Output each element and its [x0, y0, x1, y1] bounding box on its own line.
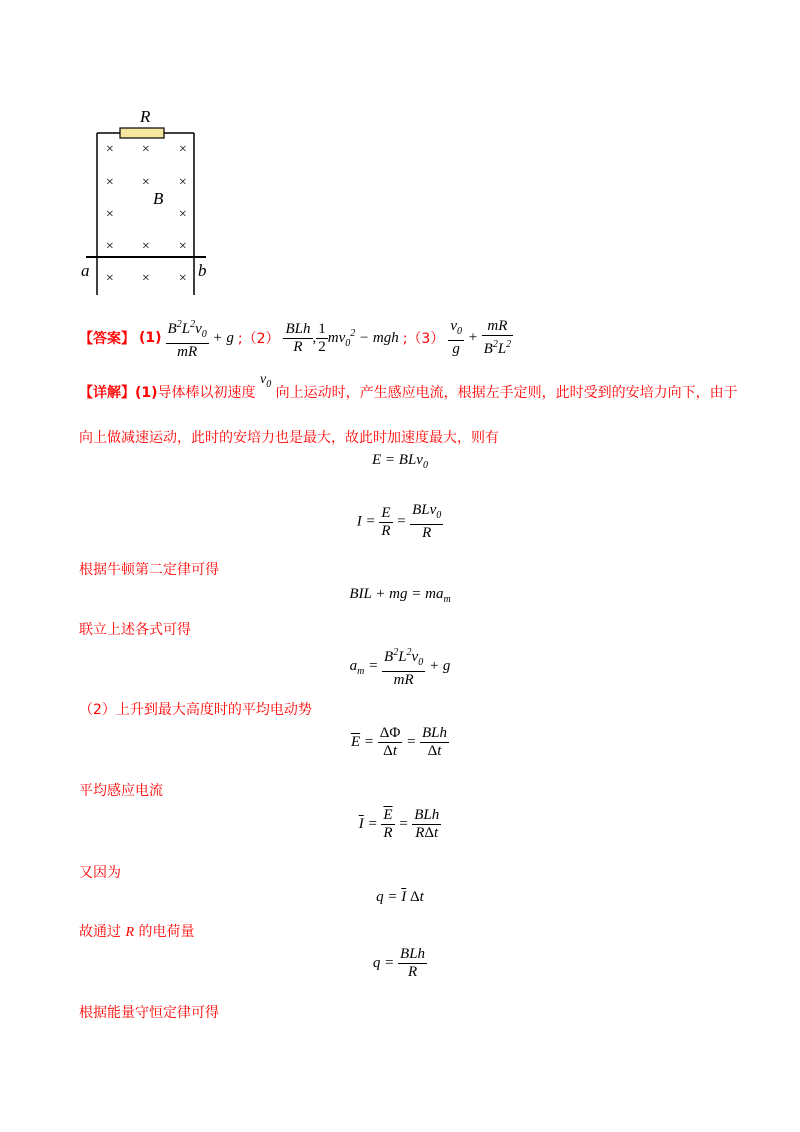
- equation-newton: BIL + mg = $ma_m$: [349, 586, 451, 605]
- text-combine: 联立上述各式可得: [79, 622, 191, 638]
- detail-line-2: 向上做减速运动，此时的安培力也是最大，故此时加速度最大，则有: [79, 430, 499, 446]
- answer-line: [79, 318, 513, 358]
- detail-part1-num: (1): [135, 385, 158, 401]
- resistor-label: R: [140, 107, 151, 126]
- text-newton: 根据牛顿第二定律可得: [79, 562, 219, 578]
- detail-line-1: [79, 372, 738, 404]
- field-cross: ×: [105, 175, 115, 190]
- field-cross: ×: [141, 142, 151, 157]
- equation-charge-def: $q = \overline{I}$ Δt: [376, 889, 424, 905]
- answer-label: 【答案】: [79, 331, 135, 347]
- detail-label: 【详解】: [79, 385, 135, 401]
- detail-line1-a: 导体棒以初速度: [157, 385, 256, 401]
- point-a-label: a: [81, 261, 90, 280]
- answer-part1-num: (1): [139, 330, 162, 346]
- point-b-label: b: [198, 261, 207, 280]
- field-cross: ×: [141, 175, 151, 190]
- field-cross: ×: [105, 239, 115, 254]
- equation-current: I = $\frac{E}{R}$ = $\frac{BLv_0}{R}$: [356, 502, 442, 541]
- field-cross: ×: [178, 271, 188, 286]
- text-avg-current: 平均感应电流: [79, 783, 163, 799]
- text-energy: 根据能量守恒定律可得: [79, 1005, 219, 1021]
- circuit-diagram: [70, 100, 230, 300]
- equation-charge: q = $\frac{\text{BLh}}{R}$: [372, 946, 426, 980]
- answer-part3-formula: $\frac{v_0}{g}$ + $\frac{mR}{B^2L^2}$: [450, 318, 512, 357]
- field-cross: ×: [178, 175, 188, 190]
- text-part2: （2）上升到最大高度时的平均电动势: [79, 702, 312, 718]
- field-cross: ×: [178, 239, 188, 254]
- field-cross: ×: [141, 271, 151, 286]
- detail-v0-symbol: $v_0$: [260, 372, 272, 390]
- field-cross: ×: [105, 207, 115, 222]
- field-cross: ×: [178, 207, 188, 222]
- equation-avg-emf: $\overline{E}$ = $\frac{\Delta\Phi}{\Delta t}$ = $\frac{\text{BLh}}{\Delta t}$: [350, 725, 448, 759]
- field-cross: ×: [178, 142, 188, 157]
- field-label: B: [153, 189, 164, 208]
- equation-emf: E = BLv$_0$: [372, 452, 428, 471]
- answer-sep-3: ;（3）: [402, 331, 445, 347]
- text-because: 又因为: [79, 865, 121, 881]
- resistor: [120, 128, 164, 138]
- answer-part2-formula: $\frac{\text{BLh}}{R}$ , $\frac{1}{2}$ $mv_0^2$ − mgh: [285, 320, 399, 355]
- field-cross: ×: [105, 142, 115, 157]
- magnetic-field-crosses: [105, 142, 187, 286]
- equation-acceleration: $a_m$ = $\frac{B^2L^2v_0}{mR}$ + g: [0, 644, 800, 689]
- field-cross: ×: [141, 239, 151, 254]
- detail-line1-b: 向上运动时，产生感应电流，根据左手定则，此时受到的安培力向下，由于: [275, 385, 738, 401]
- text-charge: 故通过 R 的电荷量: [79, 924, 195, 940]
- field-cross: ×: [105, 271, 115, 286]
- answer-sep-2: ;（2）: [237, 331, 280, 347]
- answer-part1-formula: $\frac{B^2L^2v_0}{mR}$ + g: [166, 316, 234, 361]
- equation-avg-current: $\overline{I}$ = $\frac{\overline{E}}{R}$ = $\frac{\text{BLh}}{\text{RΔt}}$: [358, 807, 440, 841]
